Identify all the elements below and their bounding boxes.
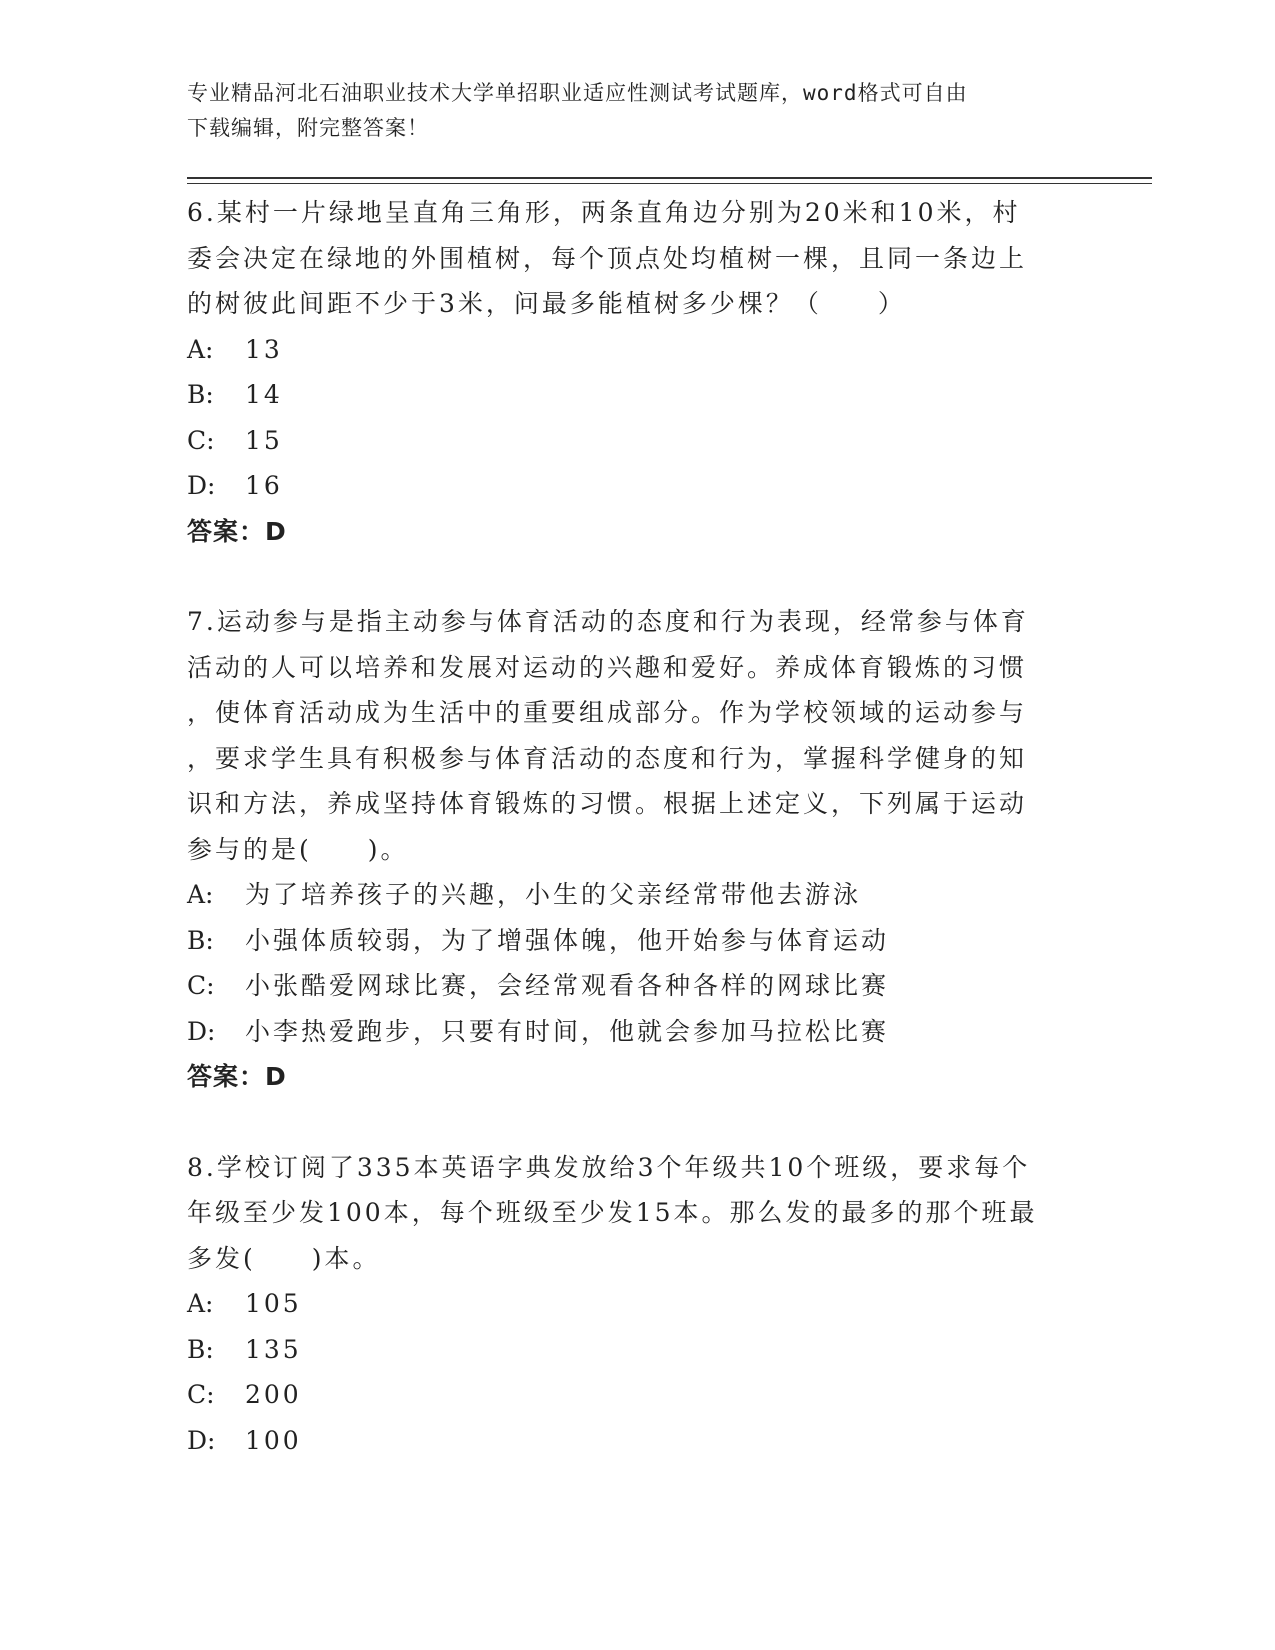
- option-a: [187, 1281, 1087, 1327]
- option-text: 小李热爱跑步，只要有时间，他就会参加马拉松比赛: [245, 1016, 890, 1046]
- option-letter: B:: [187, 1334, 214, 1364]
- option-letter: A:: [187, 880, 214, 909]
- stem-line: 7.运动参与是指主动参与体育活动的态度和行为表现，经常参与体育: [187, 607, 1029, 636]
- option-letter: B:: [187, 925, 214, 955]
- option-a: [187, 327, 1087, 373]
- stem-line: 的树彼此间距不少于3米，问最多能植树多少棵？（ ）: [187, 289, 906, 318]
- option-text: 13: [245, 334, 283, 364]
- question-7: [187, 599, 1087, 1100]
- question-stem: [187, 599, 1087, 872]
- header-divider-thin: [187, 183, 1152, 184]
- stem-line: 年级至少发100本，每个班级至少发15本。那么发的最多的那个班最: [187, 1198, 1038, 1227]
- option-list: [187, 327, 1087, 509]
- option-text: 100: [245, 1425, 302, 1455]
- option-letter: D:: [187, 1425, 216, 1455]
- option-letter: C:: [187, 425, 215, 455]
- stem-line: ，要求学生具有积极参与体育活动的态度和行为，掌握科学健身的知: [187, 743, 1028, 773]
- option-text: 14: [245, 380, 283, 409]
- stem-line: 识和方法，养成坚持体育锻炼的习惯。根据上述定义，下列属于运动: [187, 789, 1028, 818]
- option-text: 135: [245, 1334, 302, 1364]
- question-8: [187, 1145, 1087, 1464]
- stem-line: 8.学校订阅了335本英语字典发放给3个年级共10个班级，要求每个: [187, 1152, 1031, 1182]
- option-text: 200: [245, 1380, 302, 1409]
- stem-line: 委会决定在绿地的外围植树，每个顶点处均植树一棵，且同一条边上: [187, 243, 1028, 273]
- page-header: [187, 76, 1067, 146]
- header-divider-thick: [187, 177, 1152, 179]
- option-letter: B:: [187, 380, 214, 409]
- option-letter: C:: [187, 1380, 215, 1409]
- option-a: [187, 872, 1087, 918]
- option-text: 小张酷爱网球比赛，会经常观看各种各样的网球比赛: [245, 971, 890, 1000]
- option-d: [187, 1009, 1087, 1055]
- stem-line: 6.某村一片绿地呈直角三角形，两条直角边分别为20米和10米，村: [187, 198, 1021, 227]
- option-letter: D:: [187, 1016, 216, 1046]
- option-text: 15: [245, 425, 283, 455]
- question-list: [187, 190, 1087, 1508]
- question-stem: [187, 1145, 1087, 1282]
- option-letter: A:: [187, 1289, 214, 1318]
- option-text: 16: [245, 471, 283, 500]
- stem-line: 多发( )本。: [187, 1243, 381, 1273]
- answer-label: 答案：D: [187, 1062, 287, 1091]
- option-b: [187, 1327, 1087, 1373]
- option-text: 小强体质较弱，为了增强体魄，他开始参与体育运动: [245, 925, 890, 955]
- question-stem: [187, 190, 1087, 327]
- option-letter: C:: [187, 971, 215, 1000]
- option-text: 为了培养孩子的兴趣，小生的父亲经常带他去游泳: [245, 880, 862, 909]
- header-line-2: 下载编辑，附完整答案！: [187, 116, 429, 140]
- option-c: [187, 1372, 1087, 1418]
- option-letter: D:: [187, 471, 216, 500]
- header-line-1: 专业精品河北石油职业技术大学单招职业适应性测试考试题库，word格式可自由: [187, 81, 968, 105]
- option-list: [187, 1281, 1087, 1463]
- option-d: [187, 1418, 1087, 1464]
- option-d: [187, 463, 1087, 509]
- stem-line: 参与的是( )。: [187, 834, 409, 864]
- option-b: [187, 372, 1087, 418]
- question-6: [187, 190, 1087, 554]
- option-c: [187, 418, 1087, 464]
- option-list: [187, 872, 1087, 1054]
- option-c: [187, 963, 1087, 1009]
- stem-line: ，使体育活动成为生活中的重要组成部分。作为学校领域的运动参与: [187, 698, 1028, 727]
- option-text: 105: [245, 1289, 302, 1318]
- option-b: [187, 918, 1087, 964]
- stem-line: 活动的人可以培养和发展对运动的兴趣和爱好。养成体育锻炼的习惯: [187, 652, 1028, 682]
- answer-label: 答案：D: [187, 516, 287, 546]
- option-letter: A:: [187, 334, 214, 364]
